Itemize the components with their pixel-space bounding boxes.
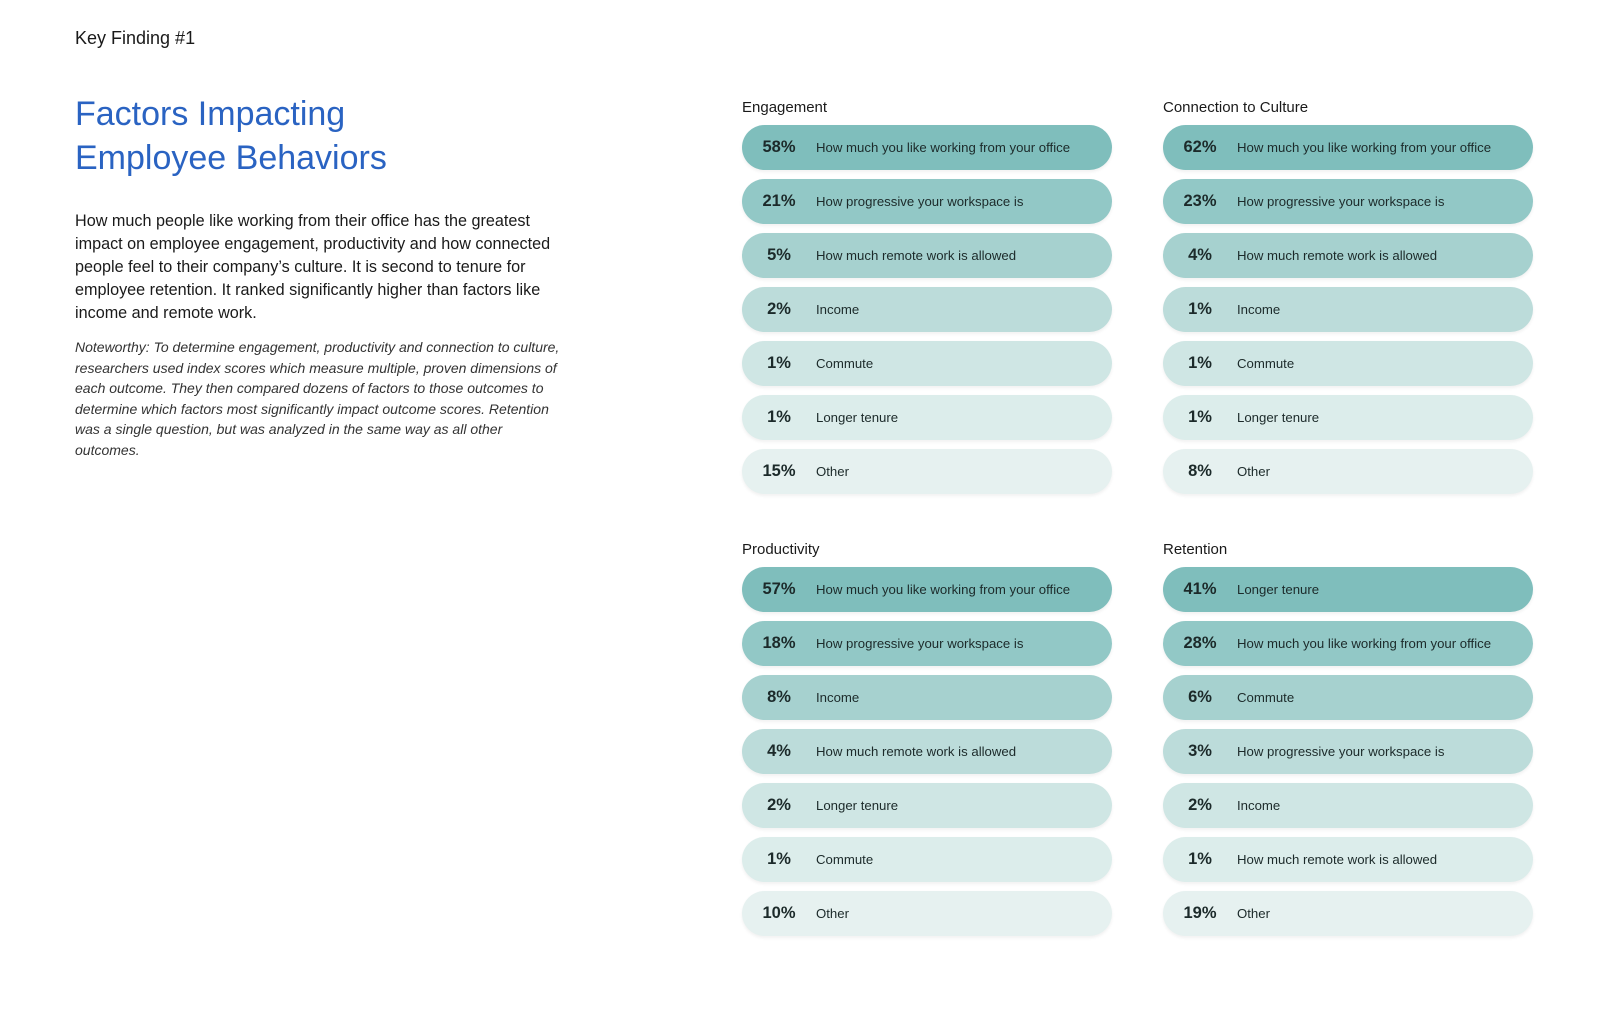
page-title-line-2: Employee Behaviors [75,139,387,177]
chart-bar [742,567,1112,612]
bar-value-label: 57% [762,580,796,598]
chart-bar [1163,233,1533,278]
bar-value-label: 28% [1183,634,1217,652]
bar-category-label: Longer tenure [816,410,899,425]
bar-category-label: Commute [816,852,874,867]
chart-bar [1163,837,1533,882]
bar-category-label: Income [816,690,860,705]
bar-category-label: Other [1237,906,1270,921]
bar-category-label: Other [816,906,849,921]
chart-bar [742,449,1112,494]
bar-category-label: How progressive your workspace is [816,194,1024,209]
bar-value-label: 10% [762,904,796,922]
chart-retention [1163,539,1533,936]
chart-title: Retention [1163,541,1228,558]
chart-title: Engagement [742,99,828,116]
bar-category-label: Income [1237,302,1281,317]
chart-bar [1163,449,1533,494]
bar-list [1163,125,1533,494]
chart-bar [742,837,1112,882]
bar-value-label: 1% [767,408,791,426]
chart-bar [1163,395,1533,440]
bar-value-label: 1% [1188,850,1212,868]
chart-bar [742,233,1112,278]
chart-connection-to-culture [1163,97,1533,494]
bar-category-label: Other [816,464,849,479]
intro-paragraph: How much people like working from their office has the greatest impact on employee engagement, productivity and how connected people feel to their company’s culture. It is second to tenure for employee retention. It ranked significantly higher than factors like income and remote work. [75,212,551,322]
bar-category-label: How much remote work is allowed [816,248,1017,263]
bar-category-label: How much remote work is allowed [1237,852,1438,867]
chart-bar [1163,287,1533,332]
bar-value-label: 62% [1183,138,1217,156]
bar-value-label: 2% [1188,796,1212,814]
bar-value-label: 1% [1188,408,1212,426]
chart-bar [1163,179,1533,224]
bar-list [742,125,1112,494]
bar-category-label: Longer tenure [1237,582,1320,597]
bar-list [1163,567,1533,936]
bar-value-label: 8% [767,688,791,706]
bar-value-label: 21% [762,192,796,210]
chart-bar [1163,783,1533,828]
bar-value-label: 5% [767,246,791,264]
bar-value-label: 1% [767,850,791,868]
bar-value-label: 4% [1188,246,1212,264]
bar-category-label: How much you like working from your office [816,582,1071,597]
bar-category-label: How progressive your workspace is [816,636,1024,651]
bar-category-label: Income [816,302,860,317]
bar-value-label: 41% [1183,580,1217,598]
chart-bar [1163,675,1533,720]
bar-value-label: 23% [1183,192,1217,210]
key-finding-label: Key Finding #1 [75,28,196,48]
chart-productivity [742,539,1112,936]
bar-value-label: 18% [762,634,796,652]
bar-category-label: How much you like working from your office [1237,636,1492,651]
chart-bar [742,287,1112,332]
bar-value-label: 1% [1188,300,1212,318]
bar-value-label: 6% [1188,688,1212,706]
bar-category-label: How progressive your workspace is [1237,194,1445,209]
chart-title: Productivity [742,541,820,558]
chart-bar [1163,125,1533,170]
chart-bar [742,125,1112,170]
bar-category-label: How progressive your workspace is [1237,744,1445,759]
bar-value-label: 8% [1188,462,1212,480]
bar-list [742,567,1112,936]
chart-bar [742,395,1112,440]
chart-bar [1163,567,1533,612]
chart-bar [742,891,1112,936]
page-title [75,92,635,180]
bar-category-label: Longer tenure [1237,410,1320,425]
chart-bar [742,179,1112,224]
chart-bar [1163,621,1533,666]
chart-bar [1163,729,1533,774]
chart-bar [1163,341,1533,386]
chart-bar [742,675,1112,720]
bar-category-label: How much remote work is allowed [1237,248,1438,263]
bar-value-label: 58% [762,138,796,156]
noteworthy-note: Noteworthy: To determine engagement, productivity and connection to culture, researchers used index scores which measure multiple, proven dimensions of each outcome. They then compared dozens of factors to those outcomes to determine which factors most significantly impact outcome scores. Retention was a single question, but was analyzed in the same way as all other outcomes. [75,339,560,458]
chart-bar [1163,891,1533,936]
bar-category-label: Income [1237,798,1281,813]
bar-value-label: 1% [1188,354,1212,372]
chart-engagement [742,97,1112,494]
bar-category-label: Commute [1237,690,1295,705]
bar-value-label: 19% [1183,904,1217,922]
chart-bar [742,729,1112,774]
bar-value-label: 4% [767,742,791,760]
chart-bar [742,621,1112,666]
bar-value-label: 2% [767,796,791,814]
chart-bar [742,783,1112,828]
bar-value-label: 1% [767,354,791,372]
bar-category-label: Longer tenure [816,798,899,813]
bar-category-label: Commute [1237,356,1295,371]
chart-title: Connection to Culture [1163,99,1309,116]
bar-category-label: How much you like working from your office [816,140,1071,155]
page-title-line-1: Factors Impacting [75,95,346,133]
bar-category-label: Other [1237,464,1270,479]
bar-value-label: 2% [767,300,791,318]
bar-value-label: 3% [1188,742,1212,760]
bar-category-label: How much you like working from your office [1237,140,1492,155]
bar-category-label: How much remote work is allowed [816,744,1017,759]
chart-bar [742,341,1112,386]
bar-value-label: 15% [762,462,796,480]
bar-category-label: Commute [816,356,874,371]
